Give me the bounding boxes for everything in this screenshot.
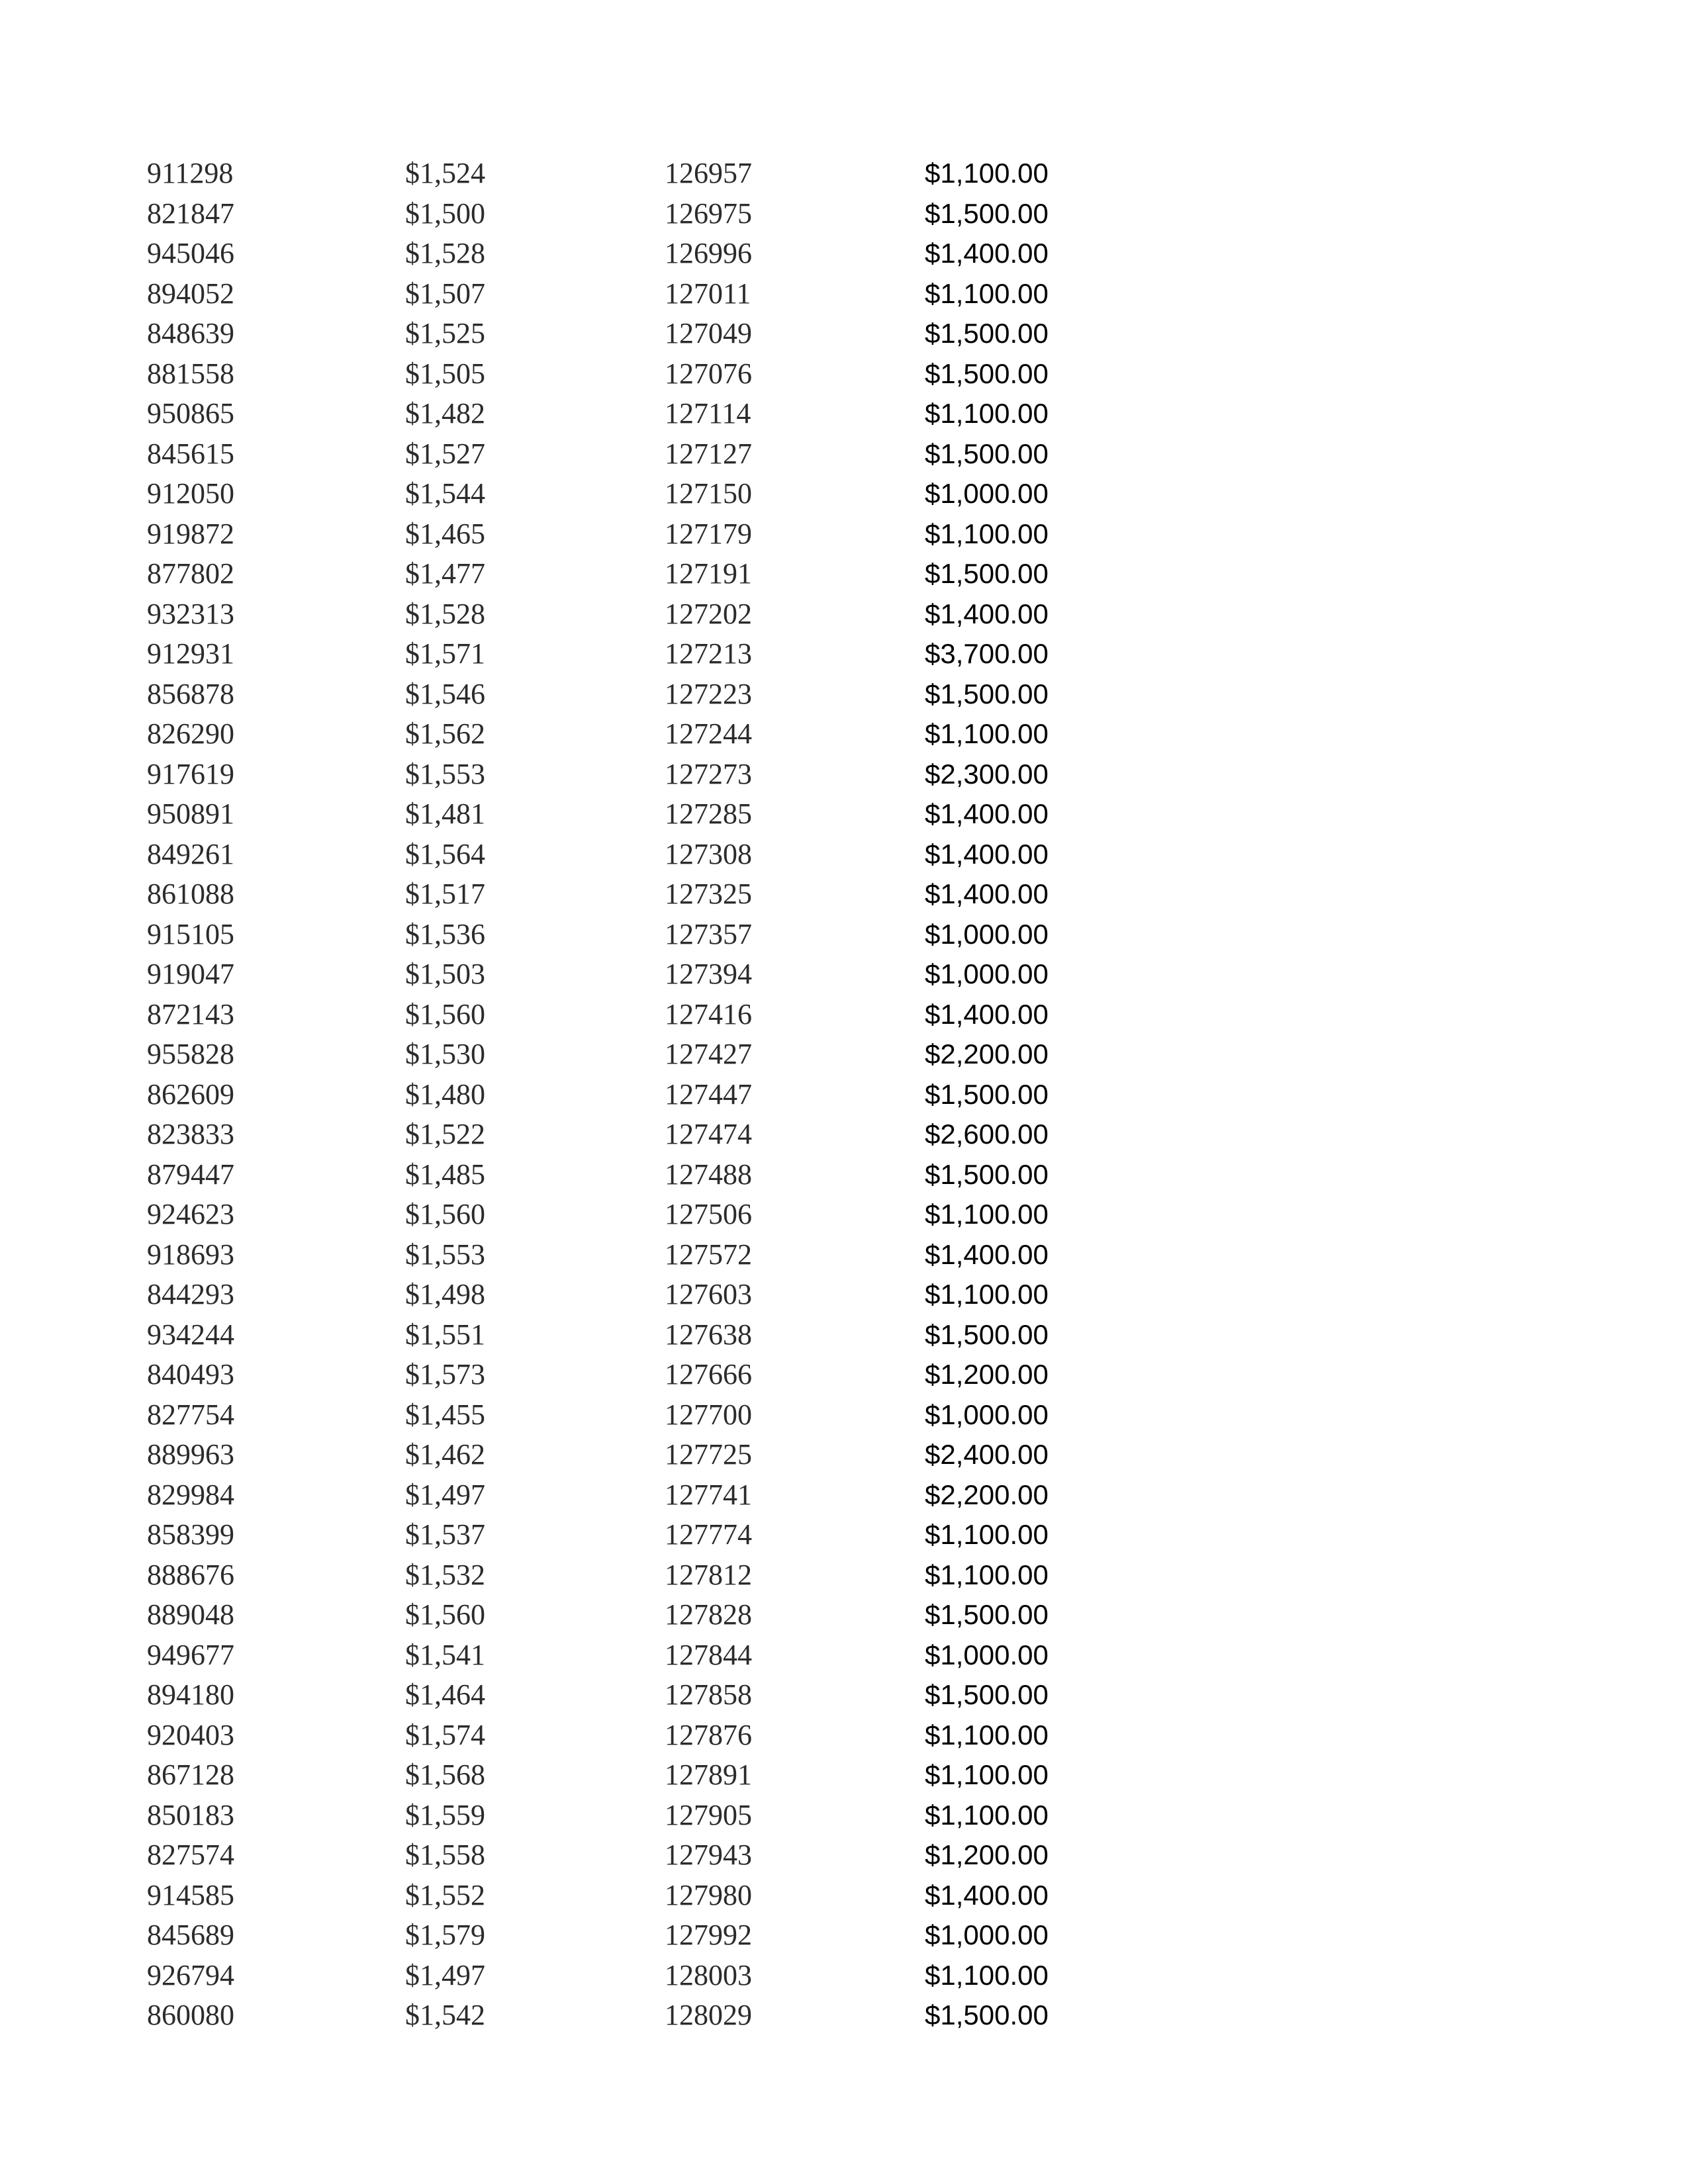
amount-cell: $1,564 (405, 837, 485, 870)
table-row (147, 1715, 1074, 1756)
amount-cell: $1,455 (405, 1398, 485, 1431)
id-cell: 894180 (147, 1678, 234, 1711)
paid-amount-cell: $1,100.00 (925, 277, 1049, 309)
paid-amount-cell: $1,500.00 (925, 197, 1049, 229)
paid-amount-cell: $1,100.00 (925, 518, 1049, 549)
paid-amount-cell: $1,100.00 (925, 1199, 1049, 1230)
paid-amount-cell: $2,600.00 (925, 1118, 1049, 1150)
amount-cell: $1,537 (405, 1518, 485, 1551)
paid-amount-cell: $1,100.00 (925, 1799, 1049, 1831)
paid-amount-cell: $1,100.00 (925, 718, 1049, 749)
reference-cell: 126975 (665, 197, 752, 230)
paid-amount-cell: $1,500.00 (925, 1999, 1049, 2030)
id-cell: 955828 (147, 1038, 234, 1070)
amount-cell: $1,544 (405, 477, 485, 510)
id-cell: 934244 (147, 1318, 234, 1351)
table-row (147, 194, 1074, 234)
reference-cell: 127666 (665, 1358, 752, 1390)
amount-cell: $1,503 (405, 958, 485, 990)
reference-cell: 127905 (665, 1798, 752, 1831)
id-cell: 924623 (147, 1198, 234, 1230)
id-cell: 950865 (147, 397, 234, 430)
amount-cell: $1,562 (405, 717, 485, 750)
id-cell: 879447 (147, 1158, 234, 1191)
paid-amount-cell: $1,000.00 (925, 1919, 1049, 1950)
reference-cell: 127202 (665, 597, 752, 630)
paid-amount-cell: $1,100.00 (925, 1519, 1049, 1550)
table-row (147, 314, 1074, 354)
paid-amount-cell: $1,200.00 (925, 1359, 1049, 1390)
id-cell: 860080 (147, 1999, 234, 2031)
paid-amount-cell: $1,100.00 (925, 1759, 1049, 1790)
reference-cell: 127285 (665, 797, 752, 830)
table-row (147, 594, 1074, 635)
id-cell: 888676 (147, 1558, 234, 1591)
table-row (147, 1915, 1074, 1956)
amount-cell: $1,485 (405, 1158, 485, 1191)
paid-amount-cell: $1,000.00 (925, 918, 1049, 950)
paid-amount-cell: $2,200.00 (925, 1479, 1049, 1510)
reference-cell: 127325 (665, 878, 752, 910)
id-cell: 949677 (147, 1638, 234, 1671)
id-cell: 919872 (147, 517, 234, 550)
reference-cell: 127603 (665, 1278, 752, 1310)
table-row (147, 1155, 1074, 1195)
paid-amount-cell: $1,500.00 (925, 357, 1049, 389)
reference-cell: 127943 (665, 1839, 752, 1871)
paid-amount-cell: $3,700.00 (925, 638, 1049, 669)
id-cell: 823833 (147, 1118, 234, 1150)
table-row (147, 1796, 1074, 1836)
id-cell: 926794 (147, 1958, 234, 1991)
reference-cell: 127357 (665, 917, 752, 950)
amount-cell: $1,527 (405, 437, 485, 470)
reference-cell: 127308 (665, 837, 752, 870)
amount-cell: $1,525 (405, 317, 485, 349)
amount-cell: $1,481 (405, 797, 485, 830)
amount-cell: $1,579 (405, 1919, 485, 1951)
id-cell: 850183 (147, 1798, 234, 1831)
reference-cell: 127725 (665, 1438, 752, 1471)
paid-amount-cell: $1,500.00 (925, 1078, 1049, 1110)
id-cell: 848639 (147, 317, 234, 349)
table-row (147, 474, 1074, 514)
paid-amount-cell: $1,500.00 (925, 678, 1049, 709)
reference-cell: 127844 (665, 1638, 752, 1671)
reference-cell: 127774 (665, 1518, 752, 1551)
amount-cell: $1,500 (405, 197, 485, 230)
paid-amount-cell: $1,400.00 (925, 998, 1049, 1030)
id-cell: 932313 (147, 597, 234, 630)
id-cell: 861088 (147, 878, 234, 910)
reference-cell: 127980 (665, 1878, 752, 1911)
reference-cell: 127638 (665, 1318, 752, 1351)
id-cell: 877802 (147, 557, 234, 590)
data-table (147, 154, 1074, 2036)
table-row (147, 1034, 1074, 1075)
amount-cell: $1,498 (405, 1278, 485, 1310)
table-row (147, 1355, 1074, 1395)
reference-cell: 127150 (665, 477, 752, 510)
id-cell: 856878 (147, 677, 234, 710)
amount-cell: $1,558 (405, 1839, 485, 1871)
id-cell: 945046 (147, 237, 234, 269)
table-row (147, 1555, 1074, 1596)
table-row (147, 274, 1074, 314)
reference-cell: 128029 (665, 1999, 752, 2031)
reference-cell: 127127 (665, 437, 752, 470)
amount-cell: $1,552 (405, 1878, 485, 1911)
id-cell: 889048 (147, 1598, 234, 1631)
table-row (147, 754, 1074, 795)
amount-cell: $1,482 (405, 397, 485, 430)
id-cell: 911298 (147, 157, 234, 189)
table-row (147, 1235, 1074, 1275)
reference-cell: 127223 (665, 677, 752, 710)
paid-amount-cell: $1,500.00 (925, 437, 1049, 469)
amount-cell: $1,480 (405, 1077, 485, 1111)
table-row (147, 554, 1074, 594)
table-row (147, 1475, 1074, 1516)
table-row (147, 995, 1074, 1035)
reference-cell: 127876 (665, 1718, 752, 1751)
amount-cell: $1,532 (405, 1558, 485, 1591)
reference-cell: 127828 (665, 1598, 752, 1631)
amount-cell: $1,528 (405, 237, 485, 269)
id-cell: 872143 (147, 997, 234, 1030)
reference-cell: 127447 (665, 1077, 752, 1111)
amount-cell: $1,464 (405, 1678, 485, 1711)
table-row (147, 1595, 1074, 1635)
amount-cell: $1,505 (405, 357, 485, 390)
amount-cell: $1,536 (405, 917, 485, 950)
id-cell: 826290 (147, 717, 234, 750)
reference-cell: 127244 (665, 717, 752, 750)
paid-amount-cell: $1,000.00 (925, 958, 1049, 989)
reference-cell: 127488 (665, 1158, 752, 1191)
paid-amount-cell: $1,400.00 (925, 798, 1049, 829)
id-cell: 919047 (147, 958, 234, 990)
table-row (147, 1075, 1074, 1115)
table-row (147, 394, 1074, 434)
paid-amount-cell: $2,300.00 (925, 758, 1049, 790)
paid-amount-cell: $1,400.00 (925, 1879, 1049, 1911)
id-cell: 915105 (147, 917, 234, 950)
reference-cell: 126957 (665, 157, 752, 189)
table-row (147, 154, 1074, 194)
paid-amount-cell: $1,000.00 (925, 1398, 1049, 1430)
amount-cell: $1,559 (405, 1798, 485, 1831)
amount-cell: $1,524 (405, 157, 485, 189)
paid-amount-cell: $2,400.00 (925, 1439, 1049, 1470)
reference-cell: 127213 (665, 637, 752, 670)
id-cell: 827574 (147, 1839, 234, 1871)
table-row (147, 1515, 1074, 1555)
paid-amount-cell: $1,400.00 (925, 1238, 1049, 1270)
table-row (147, 354, 1074, 394)
amount-cell: $1,507 (405, 277, 485, 310)
id-cell: 917619 (147, 757, 234, 790)
table-row (147, 1635, 1074, 1676)
table-row (147, 1395, 1074, 1435)
id-cell: 918693 (147, 1238, 234, 1271)
reference-cell: 126996 (665, 237, 752, 269)
reference-cell: 127572 (665, 1238, 752, 1271)
table-row (147, 1435, 1074, 1475)
paid-amount-cell: $1,400.00 (925, 838, 1049, 870)
amount-cell: $1,553 (405, 1238, 485, 1271)
amount-cell: $1,568 (405, 1758, 485, 1791)
table-row (147, 915, 1074, 955)
paid-amount-cell: $1,500.00 (925, 1599, 1049, 1630)
amount-cell: $1,528 (405, 597, 485, 630)
reference-cell: 127179 (665, 517, 752, 550)
table-row (147, 674, 1074, 715)
table-row (147, 714, 1074, 754)
reference-cell: 127506 (665, 1198, 752, 1230)
table-row (147, 1275, 1074, 1315)
paid-amount-cell: $1,100.00 (925, 1959, 1049, 1991)
paid-amount-cell: $1,500.00 (925, 1679, 1049, 1710)
paid-amount-cell: $1,200.00 (925, 1839, 1049, 1870)
table-row (147, 1315, 1074, 1355)
paid-amount-cell: $1,100.00 (925, 1279, 1049, 1310)
id-cell: 821847 (147, 197, 234, 230)
reference-cell: 127812 (665, 1558, 752, 1591)
table-row (147, 1195, 1074, 1235)
id-cell: 849261 (147, 837, 234, 870)
amount-cell: $1,560 (405, 997, 485, 1030)
paid-amount-cell: $1,100.00 (925, 1559, 1049, 1590)
paid-amount-cell: $1,500.00 (925, 558, 1049, 589)
reference-cell: 127427 (665, 1038, 752, 1070)
amount-cell: $1,522 (405, 1118, 485, 1150)
paid-amount-cell: $1,100.00 (925, 398, 1049, 429)
reference-cell: 127114 (665, 397, 751, 430)
id-cell: 844293 (147, 1278, 234, 1310)
table-row (147, 514, 1074, 555)
id-cell: 914585 (147, 1878, 234, 1911)
amount-cell: $1,530 (405, 1038, 485, 1070)
table-row (147, 1995, 1074, 2036)
id-cell: 858399 (147, 1518, 234, 1551)
table-row (147, 634, 1074, 674)
reference-cell: 128003 (665, 1958, 752, 1991)
amount-cell: $1,573 (405, 1358, 485, 1390)
paid-amount-cell: $1,100.00 (925, 158, 1049, 189)
amount-cell: $1,541 (405, 1638, 485, 1671)
id-cell: 840493 (147, 1358, 234, 1390)
id-cell: 829984 (147, 1478, 234, 1511)
table-row (147, 1956, 1074, 1996)
amount-cell: $1,574 (405, 1718, 485, 1751)
paid-amount-cell: $1,500.00 (925, 318, 1049, 349)
paid-amount-cell: $1,000.00 (925, 478, 1049, 509)
table-row (147, 954, 1074, 995)
id-cell: 867128 (147, 1758, 234, 1791)
table-row (147, 1876, 1074, 1916)
amount-cell: $1,560 (405, 1598, 485, 1631)
paid-amount-cell: $1,100.00 (925, 1719, 1049, 1751)
amount-cell: $1,465 (405, 517, 485, 550)
paid-amount-cell: $1,400.00 (925, 878, 1049, 909)
id-cell: 845615 (147, 437, 234, 470)
table-row (147, 835, 1074, 875)
reference-cell: 127858 (665, 1678, 752, 1711)
amount-cell: $1,477 (405, 557, 485, 590)
paid-amount-cell: $1,000.00 (925, 1639, 1049, 1670)
amount-cell: $1,546 (405, 677, 485, 710)
table-row (147, 1755, 1074, 1796)
amount-cell: $1,551 (405, 1318, 485, 1351)
id-cell: 912931 (147, 637, 234, 670)
paid-amount-cell: $1,400.00 (925, 598, 1049, 629)
reference-cell: 127394 (665, 958, 752, 990)
amount-cell: $1,542 (405, 1999, 485, 2031)
reference-cell: 127011 (665, 277, 751, 310)
paid-amount-cell: $1,500.00 (925, 1318, 1049, 1350)
paid-amount-cell: $1,500.00 (925, 1158, 1049, 1190)
id-cell: 912050 (147, 477, 234, 510)
id-cell: 894052 (147, 277, 234, 310)
amount-cell: $1,560 (405, 1198, 485, 1230)
id-cell: 845689 (147, 1919, 234, 1951)
reference-cell: 127191 (665, 557, 752, 590)
id-cell: 950891 (147, 797, 234, 830)
table-row (147, 874, 1074, 915)
id-cell: 827754 (147, 1398, 234, 1431)
amount-cell: $1,571 (405, 637, 485, 670)
table-row (147, 234, 1074, 274)
reference-cell: 127273 (665, 757, 752, 790)
amount-cell: $1,497 (405, 1958, 485, 1991)
paid-amount-cell: $2,200.00 (925, 1038, 1049, 1069)
amount-cell: $1,497 (405, 1478, 485, 1511)
table-row (147, 1835, 1074, 1876)
table-row (147, 434, 1074, 475)
id-cell: 881558 (147, 357, 234, 390)
table-row (147, 794, 1074, 835)
id-cell: 862609 (147, 1077, 234, 1111)
amount-cell: $1,517 (405, 878, 485, 910)
id-cell: 889963 (147, 1438, 234, 1471)
reference-cell: 127992 (665, 1919, 752, 1951)
amount-cell: $1,553 (405, 757, 485, 790)
reference-cell: 127416 (665, 997, 752, 1030)
reference-cell: 127049 (665, 317, 752, 349)
reference-cell: 127891 (665, 1758, 752, 1791)
paid-amount-cell: $1,400.00 (925, 238, 1049, 269)
id-cell: 920403 (147, 1718, 234, 1751)
table-row (147, 1115, 1074, 1155)
reference-cell: 127700 (665, 1398, 752, 1431)
reference-cell: 127741 (665, 1478, 752, 1511)
reference-cell: 127474 (665, 1118, 752, 1150)
reference-cell: 127076 (665, 357, 752, 390)
table-row (147, 1675, 1074, 1715)
amount-cell: $1,462 (405, 1438, 485, 1471)
